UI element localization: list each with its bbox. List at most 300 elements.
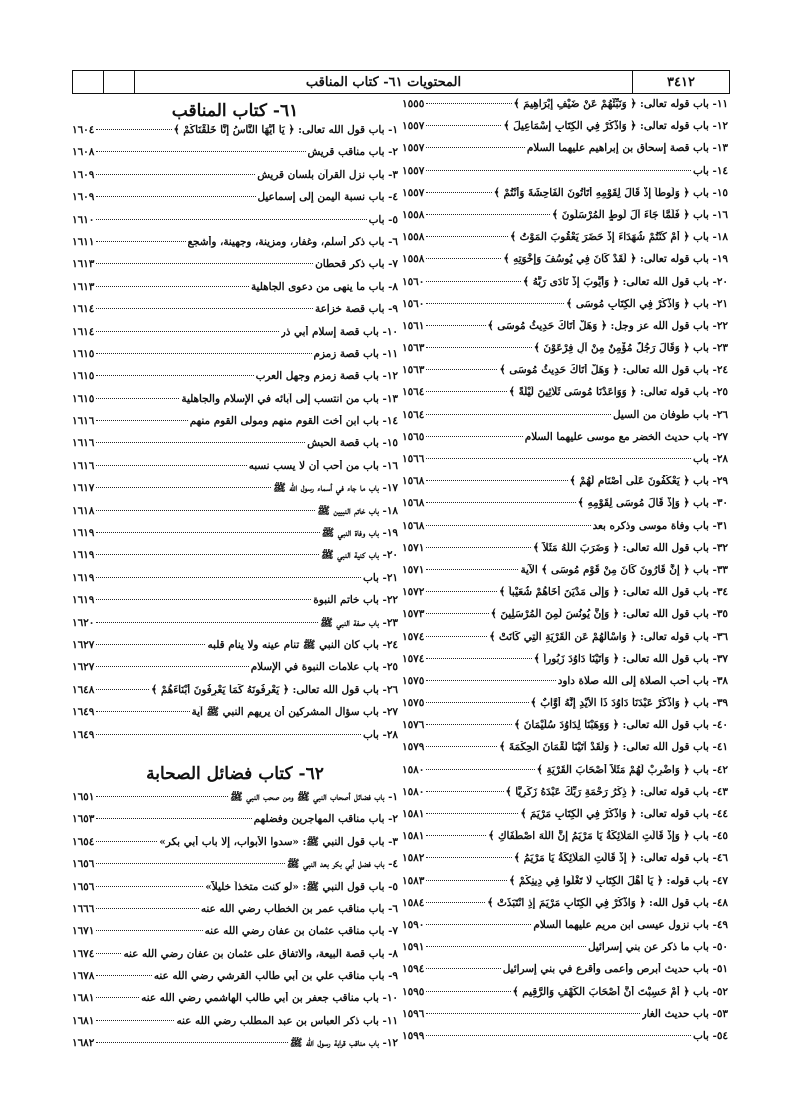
entry-title: ٥٠- باب ما ذكر عن بني إسرائيل <box>588 941 728 954</box>
entry-title: ٥١- باب حديث أبرص وأعمى وأقرع في بني إسرائيل <box>502 963 728 976</box>
leader-dots <box>96 886 203 887</box>
leader-dots <box>426 303 564 304</box>
entry-title: ٢٩- باب ﴿ يَعْكُفُونَ عَلَى أَصْنَامٍ لَهُمْ ﴾ <box>569 475 728 488</box>
entry-page-number: ١٥٧٩ <box>402 741 425 754</box>
toc-entry <box>402 631 728 653</box>
toc-entry <box>402 1008 728 1030</box>
entry-title: ٢٦- باب قول الله تعالى: ﴿ يَعْرِفُونَهُ كَمَا يَعْرِفُونَ أَبْنَاءَهُمْ ﴾ <box>151 683 398 696</box>
toc-entry <box>402 475 728 497</box>
entry-title: ٤٤- باب قوله تعالى: ﴿ وَاذْكُرْ فِي الْكِتَابِ مَرْيَمَ ﴾ <box>520 808 728 820</box>
leader-dots <box>426 902 485 903</box>
entry-title: ٢٦- باب طوفان من السيل <box>613 408 728 421</box>
leader-dots <box>426 436 522 437</box>
toc-entry <box>402 520 728 542</box>
toc-entry <box>402 542 728 564</box>
contents-column-right <box>402 98 728 1052</box>
leader-dots <box>426 369 497 370</box>
entry-page-number: ١٥٦١ <box>402 319 425 332</box>
entry-title: ٢٥- باب علامات النبوة في الإسلام <box>250 661 398 674</box>
toc-entry <box>402 98 728 120</box>
toc-entry <box>402 165 728 187</box>
entry-title: ١٨- باب خاتم النبيين ﷺ <box>317 504 398 517</box>
book-title: ٦٢- كتاب فضائل الصحابة <box>146 763 324 784</box>
book-title: ٦١- كتاب المناقب <box>171 101 299 121</box>
leader-dots <box>96 129 171 130</box>
entry-title: ١٢- باب قصة زمزم وجهل العرب <box>255 370 398 383</box>
entry-title: ٢٤- باب كان النبي ﷺ تنام عينه ولا ينام قلبه <box>207 638 398 651</box>
toc-entry <box>402 320 728 342</box>
entry-page-number: ١٦١٦ <box>72 459 95 472</box>
entry-page-number: ١٥٧٤ <box>402 630 425 643</box>
leader-dots <box>96 263 313 264</box>
entry-title: ٢٨- باب <box>363 728 398 741</box>
entry-title: ٤٣- باب قوله تعالى: ﴿ ذِكْرُ رَحْمَةِ رَبِّكَ عَبْدَهُ زَكَرِيَّا ﴾ <box>505 785 728 798</box>
entry-title: ٦- باب ذكر أسلم، وغفار، ومزينة، وجهينة، وأشجع <box>187 235 398 248</box>
entry-page-number: ١٦١٠ <box>72 213 95 226</box>
entry-page-number: ١٦٦٦ <box>72 902 95 915</box>
toc-entry <box>72 370 398 392</box>
entry-title: ١٩- باب قوله تعالى: ﴿ لَقَدْ كَانَ فِي يُوسُفَ وَإِخْوَتِهِ ﴾ <box>503 253 728 266</box>
toc-entry <box>402 276 728 298</box>
leader-dots <box>96 1020 174 1021</box>
entry-title: ١١- باب قصة زمزم <box>313 347 398 360</box>
entry-page-number: ١٥٥٨ <box>402 253 425 266</box>
entry-page-number: ١٥٦٨ <box>402 497 425 510</box>
entry-page-number: ١٥٥٧ <box>402 120 425 133</box>
toc-entry <box>72 1037 398 1059</box>
entry-page-number: ١٥٧٤ <box>402 652 425 665</box>
toc-entry <box>402 187 728 209</box>
toc-entry <box>72 124 398 146</box>
entry-title: ٥- باب <box>368 213 398 226</box>
entry-title: ١١- باب قوله تعالى: ﴿ وَنَبِّئْهُمْ عَنْ ضَيْفِ إِبْرَاهِيمَ ﴾ <box>513 98 728 110</box>
entry-page-number: ١٥٧٥ <box>402 697 425 710</box>
toc-entry <box>402 986 728 1008</box>
entry-title: ١٥- باب قصة الحبش <box>307 437 398 450</box>
entry-page-number: ١٦١٨ <box>72 504 95 517</box>
entry-page-number: ١٦٨٢ <box>72 1037 95 1050</box>
entry-title: ٧- باب مناقب عثمان بن عفان رضي الله عنه <box>204 925 398 938</box>
entry-title: ٢- باب مناقب قريش <box>307 146 398 159</box>
entry-title: ٣٧- باب قول الله تعالى: ﴿ وَآتَيْنَا دَاوُدَ زَبُوراً ﴾ <box>533 652 728 665</box>
entry-page-number: ١٦١٥ <box>72 370 95 383</box>
leader-dots <box>96 734 361 735</box>
entry-title: ١٥- باب ﴿ وَلُوطاً إِذْ قَالَ لِقَوْمِهِ أَتَأْتُونَ الْفَاحِشَةَ وَأَنْتُمْ ﴾ <box>493 186 728 199</box>
entry-page-number: ١٦٢٠ <box>72 616 95 629</box>
entry-page-number: ١٦١٩ <box>72 571 95 584</box>
entry-title: ٣- باب قول النبي ﷺ: «سدوا الأبواب، إلا باب أبي بكر» <box>159 835 398 848</box>
leader-dots <box>426 569 518 570</box>
entry-title: ٤- باب نسبة اليمن إلى إسماعيل <box>257 191 398 204</box>
entry-page-number: ١٥٩٩ <box>402 1029 425 1042</box>
leader-dots <box>426 813 518 814</box>
entry-page-number: ١٦٧٨ <box>72 970 95 983</box>
toc-entry <box>402 764 728 786</box>
entry-page-number: ١٥٥٨ <box>402 208 425 221</box>
toc-entry <box>72 527 398 549</box>
entry-page-number: ١٥٩٥ <box>402 985 425 998</box>
entry-title: ٧- باب ذكر قحطان <box>315 258 398 271</box>
toc-entry <box>402 741 728 763</box>
entry-page-number: ١٦١٣ <box>72 258 95 271</box>
entry-title: ٤٨- باب قول الله: ﴿ وَاذْكُرْ فِي الْكِتَابِ مَرْيَمَ إِذِ انْتَبَذَتْ ﴾ <box>487 896 728 909</box>
entry-title: ٢٣- باب صفة النبي ﷺ <box>320 616 398 629</box>
toc-entry <box>72 572 398 594</box>
entry-page-number: ١٦١٩ <box>72 594 95 607</box>
toc-entry <box>402 808 728 830</box>
toc-entry <box>72 948 398 970</box>
entry-title: ٢٧- باب سؤال المشركين أن يريهم النبي ﷺ آية <box>191 706 398 719</box>
entry-page-number: ١٦٧٤ <box>72 947 95 960</box>
leader-dots <box>96 487 271 488</box>
leader-dots <box>426 1035 691 1036</box>
toc-entry <box>402 497 728 519</box>
leader-dots <box>96 510 315 511</box>
entry-page-number: ١٥٧١ <box>402 541 425 554</box>
leader-dots <box>426 258 501 259</box>
leader-dots <box>96 644 205 645</box>
entry-page-number: ١٥٥٧ <box>402 186 425 199</box>
entry-page-number: ١٥٦٠ <box>402 297 425 310</box>
toc-entry <box>72 836 398 858</box>
toc-entry <box>402 586 728 608</box>
header-cell-empty <box>73 71 103 93</box>
leader-dots <box>96 375 253 376</box>
entry-page-number: ١٦٥١ <box>72 790 95 803</box>
entry-title: ٢٨- باب <box>693 453 728 465</box>
toc-entry <box>72 326 398 348</box>
leader-dots <box>96 711 189 712</box>
toc-entry <box>72 925 398 947</box>
entry-title: ٣٩- باب ﴿ وَاذْكُرْ عَبْدَنَا دَاوُدَ ذَا الْأَيْدِ إِنَّهُ أَوَّابٌ ﴾ <box>530 697 728 710</box>
leader-dots <box>426 502 575 503</box>
entry-page-number: ١٥٧٢ <box>402 586 425 599</box>
entry-page-number: ١٦٧١ <box>72 925 95 938</box>
entry-title: ٣- باب نزل القرآن بلسان قريش <box>257 168 398 181</box>
entry-title: ٣٦- باب قوله تعالى: ﴿ وَاسْأَلْهُمْ عَنِ الْقَرْيَةِ الَّتِي كَانَتْ ﴾ <box>489 630 728 643</box>
toc-entry <box>402 298 728 320</box>
leader-dots <box>96 286 249 287</box>
entry-title: ٢٠- باب قول الله تعالى: ﴿ وَأَيُّوبَ إِذْ نَادَى رَبَّهُ ﴾ <box>522 275 728 288</box>
toc-entry <box>72 594 398 616</box>
toc-entry <box>402 719 728 741</box>
entry-title: ١٠- باب مناقب جعفر بن أبي طالب الهاشمي رضي الله عنه <box>141 992 398 1005</box>
entry-page-number: ١٦٤٨ <box>72 683 95 696</box>
entry-page-number: ١٥٦٣ <box>402 342 425 355</box>
leader-dots <box>426 991 510 992</box>
leader-dots <box>426 525 590 526</box>
entry-page-number: ١٥٧٦ <box>402 719 425 732</box>
toc-entry <box>402 786 728 808</box>
leader-dots <box>96 151 305 152</box>
entry-page-number: ١٦٥٤ <box>72 835 95 848</box>
toc-entry <box>402 941 728 963</box>
entry-page-number: ١٥٨٠ <box>402 785 425 798</box>
entry-page-number: ١٦١٣ <box>72 280 95 293</box>
leader-dots <box>426 613 488 614</box>
toc-entry <box>402 409 728 431</box>
leader-dots <box>426 857 512 858</box>
entry-title: ١٤- باب <box>693 164 728 177</box>
entry-title: ٥٣- باب حديث الغار <box>641 1007 728 1020</box>
leader-dots <box>96 532 319 533</box>
leader-dots <box>426 480 567 481</box>
toc-entry <box>72 661 398 683</box>
toc-entry <box>402 1030 728 1052</box>
leader-dots <box>96 689 149 690</box>
leader-dots <box>96 442 305 443</box>
toc-entry <box>72 1015 398 1037</box>
leader-dots <box>426 214 550 215</box>
entry-page-number: ١٥٧٣ <box>402 608 425 621</box>
leader-dots <box>96 196 255 197</box>
entry-title: ٣٠- باب ﴿ وَإِذْ قَالَ مُوسَى لِقَوْمِهِ ﴾ <box>577 497 728 510</box>
leader-dots <box>426 724 512 725</box>
toc-entry <box>72 729 398 751</box>
entry-page-number: ١٦٠٤ <box>72 124 95 136</box>
entry-title: ٢٢- باب خاتم النبوة <box>313 594 398 607</box>
entry-title: ١٩- باب وفاة النبي ﷺ <box>321 527 398 540</box>
entry-page-number: ١٦٠٨ <box>72 146 95 159</box>
entry-page-number: ١٥٦٨ <box>402 475 425 488</box>
entry-page-number: ١٦٥٣ <box>72 813 95 826</box>
leader-dots <box>426 702 528 703</box>
entry-title: ٤٢- باب ﴿ وَاضْرِبْ لَهُمْ مَثَلاً أَصْحَابَ الْقَرْيَةِ ﴾ <box>536 763 728 776</box>
leader-dots <box>96 308 313 309</box>
leader-dots <box>426 125 501 126</box>
toc-entry <box>402 364 728 386</box>
page-number: ٣٤١٢ <box>632 71 729 93</box>
entry-page-number: ١٦٥٦ <box>72 880 95 893</box>
toc-entry <box>72 482 398 504</box>
entry-page-number: ١٦٥٦ <box>72 858 95 871</box>
entry-page-number: ١٦٢٧ <box>72 638 95 651</box>
toc-entry <box>72 813 398 835</box>
book-61-entries <box>72 124 398 751</box>
toc-entry <box>72 303 398 325</box>
entry-title: ١٢- باب قوله تعالى: ﴿ وَاذْكُرْ فِي الْكِتَابِ إِسْمَاعِيلَ ﴾ <box>503 120 728 133</box>
entry-title: ٢- باب مناقب المهاجرين وفضلهم <box>253 813 398 826</box>
toc-entry <box>72 549 398 571</box>
entry-page-number: ١٥٦٣ <box>402 364 425 377</box>
entry-title: ٣٤- باب قول الله تعالى: ﴿ وَإِلَى مَدْيَنَ أَخَاهُمْ شُعَيْباً ﴾ <box>499 586 728 599</box>
entry-page-number: ١٥٧١ <box>402 563 425 576</box>
entry-page-number: ١٥٩٦ <box>402 1007 425 1020</box>
entry-page-number: ١٥٦٤ <box>402 386 425 399</box>
entry-page-number: ١٥٨٠ <box>402 763 425 776</box>
entry-page-number: ١٦١٥ <box>72 347 95 360</box>
entry-page-number: ١٥٥٧ <box>402 164 425 177</box>
leader-dots <box>426 192 491 193</box>
entry-title: ٢١- باب ﴿ وَاذْكُرْ فِي الْكِتَابِ مُوسَى ﴾ <box>566 297 728 310</box>
entry-page-number: ١٦١١ <box>72 235 95 248</box>
toc-entry <box>402 253 728 275</box>
entry-title: ١- باب فضائل أصحاب النبي ﷺ ومن صحب النبي ﷺ <box>230 790 398 803</box>
entry-title: ١- باب قول الله تعالى: ﴿ يَا أَيُّهَا النَّاسُ إِنَّا خَلَقْنَاكُمْ ﴾ <box>173 124 398 136</box>
leader-dots <box>96 953 121 954</box>
entry-title: ٨- باب ما ينهى من دعوى الجاهلية <box>250 280 398 293</box>
toc-entry <box>72 393 398 415</box>
entry-page-number: ١٥٩٤ <box>402 963 425 976</box>
leader-dots <box>426 347 531 348</box>
toc-entry <box>402 675 728 697</box>
toc-entry <box>402 209 728 231</box>
toc-entry <box>402 875 728 897</box>
toc-entry <box>402 142 728 164</box>
entry-page-number: ١٦٠٩ <box>72 168 95 181</box>
toc-entry <box>402 231 728 253</box>
entry-title: ٥٤- باب <box>693 1029 728 1042</box>
toc-entry <box>72 970 398 992</box>
toc-entry <box>402 564 728 586</box>
toc-entry <box>72 791 398 813</box>
leader-dots <box>96 241 185 242</box>
toc-entry <box>402 697 728 719</box>
leader-dots <box>426 547 531 548</box>
leader-dots <box>426 946 586 947</box>
toc-entry <box>72 505 398 527</box>
entry-page-number: ١٦١٦ <box>72 415 95 428</box>
entry-page-number: ١٦٤٩ <box>72 706 95 719</box>
leader-dots <box>96 796 228 797</box>
entry-title: ١٠- باب قصة إسلام أبي ذر <box>280 325 398 338</box>
toc-entry <box>72 415 398 437</box>
entry-page-number: ١٥٩٠ <box>402 918 425 931</box>
toc-entry <box>72 881 398 903</box>
entry-title: ١٤- باب ابن أخت القوم منهم ومولى القوم منهم <box>189 415 398 428</box>
entry-title: ٥٢- باب ﴿ أَمْ حَسِبْتَ أَنَّ أَصْحَابَ الْكَهْفِ وَالرَّقِيمِ ﴾ <box>512 985 728 998</box>
leader-dots <box>426 236 508 237</box>
leader-dots <box>96 219 366 220</box>
entry-title: ٢٧- باب حديث الخضر مع موسى عليهما السلام <box>524 430 728 443</box>
entry-page-number: ١٦١٩ <box>72 549 95 562</box>
leader-dots <box>96 863 285 864</box>
entry-title: ٨- باب قصة البيعة، والاتفاق على عثمان بن عفان رضي الله عنه <box>123 947 398 960</box>
leader-dots <box>96 331 278 332</box>
leader-dots <box>426 147 525 148</box>
leader-dots <box>426 680 555 681</box>
leader-dots <box>96 622 318 623</box>
toc-entry <box>402 453 728 475</box>
leader-dots <box>426 924 531 925</box>
toc-entry <box>402 830 728 852</box>
entry-title: ١٦- باب ﴿ فَلَمَّا جَاءَ آلَ لُوطٍ الْمُرْسَلُونَ ﴾ <box>551 208 728 221</box>
leader-dots <box>426 391 507 392</box>
toc-entry <box>402 386 728 408</box>
toc-entry <box>72 281 398 303</box>
leader-dots <box>426 968 500 969</box>
entry-title: ٢٥- باب قوله تعالى: ﴿ وَوَاعَدْنَا مُوسَى ثَلَاثِينَ لَيْلَةً ﴾ <box>508 386 728 399</box>
entry-page-number: ١٥٦٥ <box>402 430 425 443</box>
leader-dots <box>96 577 361 578</box>
toc-entry <box>72 639 398 661</box>
entry-title: ١٦- باب من أحب أن لا يسب نسبه <box>248 459 398 472</box>
entry-title: ٦- باب مناقب عمر بن الخطاب رضي الله عنه <box>200 902 398 915</box>
leader-dots <box>426 458 691 459</box>
leader-dots <box>96 420 187 421</box>
toc-entry <box>402 431 728 453</box>
leader-dots <box>426 835 486 836</box>
entry-title: ٣٢- باب قول الله تعالى: ﴿ وَضَرَبَ اللَّهُ مَثَلاً ﴾ <box>532 541 728 554</box>
entry-page-number: ١٥٦٤ <box>402 408 425 421</box>
entry-title: ١١- باب ذكر العباس بن عبد المطلب رضي الله عنه <box>176 1014 398 1027</box>
entry-page-number: ١٥٨١ <box>402 830 425 843</box>
leader-dots <box>426 658 531 659</box>
entry-title: ٣٨- باب أحب الصلاة إلى الله صلاة داود <box>557 674 728 687</box>
entry-title: ٤٦- باب قوله تعالى: ﴿ إِذْ قَالَتِ الْمَلَائِكَةُ يَا مَرْيَمُ ﴾ <box>513 852 728 865</box>
entry-page-number: ١٦١٧ <box>72 482 95 495</box>
entry-title: ٩- باب مناقب علي بن أبي طالب القرشي رضي الله عنه <box>153 970 398 983</box>
toc-entry <box>72 348 398 370</box>
leader-dots <box>96 1042 287 1043</box>
entry-title: ٢٢- باب قول الله عز وجل: ﴿ وَهَلْ أَتَاكَ حَدِيثُ مُوسَى ﴾ <box>487 319 728 332</box>
toc-entry <box>72 903 398 925</box>
entry-page-number: ١٦١٩ <box>72 527 95 540</box>
leader-dots <box>426 591 497 592</box>
toc-entry <box>402 963 728 985</box>
entry-title: ١٨- باب ﴿ أَمْ كُنْتُمْ شُهَدَاءَ إِذْ حَضَرَ يَعْقُوبَ الْمَوْتُ ﴾ <box>509 231 728 244</box>
entry-title: ١٣- باب قصة إسحاق بن إبراهيم عليهما السلام <box>526 142 728 155</box>
toc-entry <box>72 214 398 236</box>
contents-column-left <box>72 98 398 1060</box>
toc-entry <box>72 706 398 728</box>
entry-title: ٤- باب فضل أبي بكر بعد النبي ﷺ <box>286 858 398 871</box>
leader-dots <box>96 908 199 909</box>
entry-title: ٢٣- باب ﴿ وَقَالَ رَجُلٌ مُؤْمِنٌ مِنْ آلِ فِرْعَوْنَ ﴾ <box>533 342 728 355</box>
entry-page-number: ١٦١٦ <box>72 437 95 450</box>
leader-dots <box>96 398 179 399</box>
toc-entry <box>72 169 398 191</box>
entry-page-number: ١٥٥٨ <box>402 231 425 244</box>
entry-title: ٤١- باب قول الله تعالى: ﴿ وَلَقَدْ آتَيْنَا لُقْمَانَ الْحِكْمَةَ ﴾ <box>499 741 728 754</box>
running-header <box>72 70 730 94</box>
toc-entry <box>72 992 398 1014</box>
toc-entry <box>402 852 728 874</box>
toc-entry <box>72 460 398 482</box>
toc-entry <box>72 258 398 280</box>
entry-title: ٢٤- باب قول الله تعالى: ﴿ وَهَلْ أَتَاكَ حَدِيثُ مُوسَى ﴾ <box>499 364 728 377</box>
entry-page-number: ١٥٧٥ <box>402 674 425 687</box>
toc-entry <box>402 342 728 364</box>
entry-page-number: ١٦١٤ <box>72 325 95 338</box>
toc-entry <box>402 897 728 919</box>
entry-page-number: ١٦٨١ <box>72 1014 95 1027</box>
leader-dots <box>96 975 151 976</box>
leader-dots <box>426 281 521 282</box>
leader-dots <box>426 170 691 171</box>
entry-title: ٢٠- باب كنية النبي ﷺ <box>321 549 398 562</box>
entry-page-number: ١٥٥٧ <box>402 142 425 155</box>
leader-dots <box>426 880 507 881</box>
entry-title: ٣١- باب وفاة موسى وذكره بعد <box>592 519 728 532</box>
entry-page-number: ١٥٩١ <box>402 941 425 954</box>
book-62-entries <box>72 791 398 1060</box>
leader-dots <box>96 465 246 466</box>
toc-entry <box>72 191 398 213</box>
leader-dots <box>426 636 487 637</box>
leader-dots <box>426 325 485 326</box>
toc-entry <box>72 437 398 459</box>
entry-title: ٤٠- باب قول الله تعالى: ﴿ وَوَهَبْنَا لِدَاوُدَ سُلَيْمَانَ ﴾ <box>514 719 728 732</box>
entry-page-number: ١٥٨١ <box>402 808 425 820</box>
running-title: المحتويات ٦١- كتاب المناقب <box>134 71 632 93</box>
entry-page-number: ١٦٠٩ <box>72 191 95 204</box>
entry-title: ٣٣- باب ﴿ إِنَّ قَارُونَ كَانَ مِنْ قَوْمِ مُوسَى ﴾ الآية <box>520 563 728 576</box>
leader-dots <box>96 174 255 175</box>
leader-dots <box>426 103 511 104</box>
leader-dots <box>96 666 248 667</box>
entry-page-number: ١٥٥٥ <box>402 98 425 110</box>
